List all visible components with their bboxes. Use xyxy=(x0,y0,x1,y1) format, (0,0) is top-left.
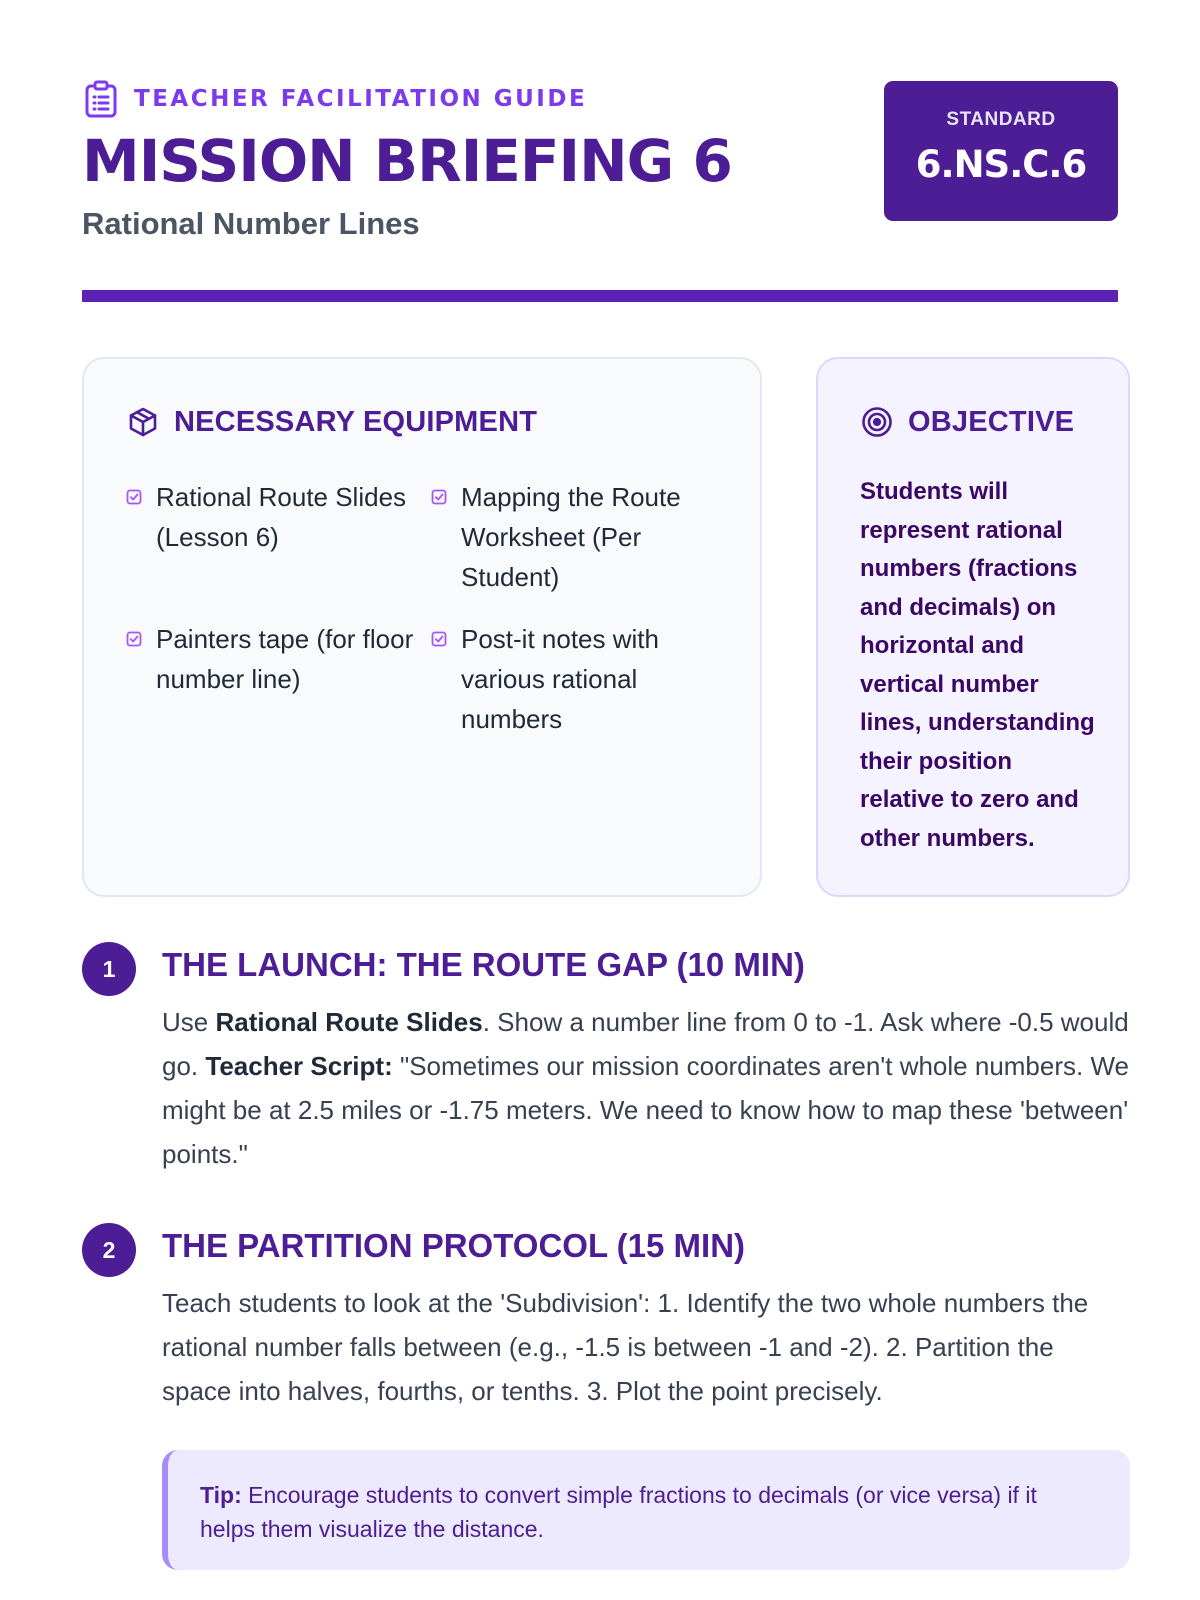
standard-label: STANDARD xyxy=(946,109,1056,130)
equipment-item-label: Rational Route Slides (Lesson 6) xyxy=(156,482,407,552)
step-number: 2 xyxy=(82,1223,136,1277)
tip-label: Tip: xyxy=(200,1482,242,1508)
step-number: 1 xyxy=(82,942,136,996)
box-icon xyxy=(126,405,160,439)
checkbox-icon xyxy=(431,631,447,647)
objective-header xyxy=(860,405,1074,439)
target-icon xyxy=(860,405,894,439)
equipment-title: NECESSARY EQUIPMENT xyxy=(174,405,538,438)
list-item xyxy=(431,477,721,597)
equipment-item-label: Post-it notes with various rational numbers xyxy=(461,624,659,734)
info-cards xyxy=(82,357,1130,897)
checkbox-icon xyxy=(431,489,447,505)
page-subtitle: Rational Number Lines xyxy=(82,206,420,241)
step-body: Teach students to look at the 'Subdivision': 1. Identify the two whole numbers the rational number falls between (e.g., -1.5 is between -1 and -2). 2. Partition the space into halves, fourths, or tenths. 3. Plot the point precisely. xyxy=(162,1288,1089,1406)
standard-badge xyxy=(884,81,1118,221)
objective-text: Students will represent rational numbers (fractions and decimals) on horizontal and vertical number lines, understanding their position relative to zero and other numbers. xyxy=(860,478,1095,852)
checkbox-icon xyxy=(126,631,142,647)
eyebrow xyxy=(82,80,587,118)
step-body: Use Rational Route Slides. Show a number line from 0 to -1. Ask where -0.5 would go. Teacher Script: "Sometimes our mission coordinates aren't whole numbers. We might be at 2.5 miles or -1.75 meters. We need to know how to map these 'between' points." xyxy=(162,1007,1129,1169)
objective-title: OBJECTIVE xyxy=(908,405,1075,438)
eyebrow-label: TEACHER FACILITATION GUIDE xyxy=(134,86,588,112)
tip-callout xyxy=(162,1450,1130,1570)
header-divider xyxy=(82,290,1118,302)
equipment-header xyxy=(126,405,537,439)
tip-text: Encourage students to convert simple fractions to decimals (or vice versa) if it helps them visualize the distance. xyxy=(200,1482,1037,1542)
step-title: THE PARTITION PROTOCOL (15 MIN) xyxy=(162,1227,746,1264)
equipment-item-label: Mapping the Route Worksheet (Per Student) xyxy=(461,482,681,592)
clipboard-icon xyxy=(82,80,120,118)
list-item xyxy=(431,619,721,739)
equipment-card xyxy=(82,357,762,897)
page-title: MISSION BRIEFING 6 xyxy=(82,127,732,195)
checkbox-icon xyxy=(126,489,142,505)
list-item xyxy=(126,477,431,597)
objective-card xyxy=(816,357,1130,897)
equipment-list xyxy=(126,477,726,739)
standard-value: 6.NS.C.6 xyxy=(915,143,1087,186)
step-title: THE LAUNCH: THE ROUTE GAP (10 MIN) xyxy=(162,946,805,983)
header xyxy=(82,0,1118,305)
list-item xyxy=(126,619,431,739)
equipment-item-label: Painters tape (for floor number line) xyxy=(156,624,414,694)
